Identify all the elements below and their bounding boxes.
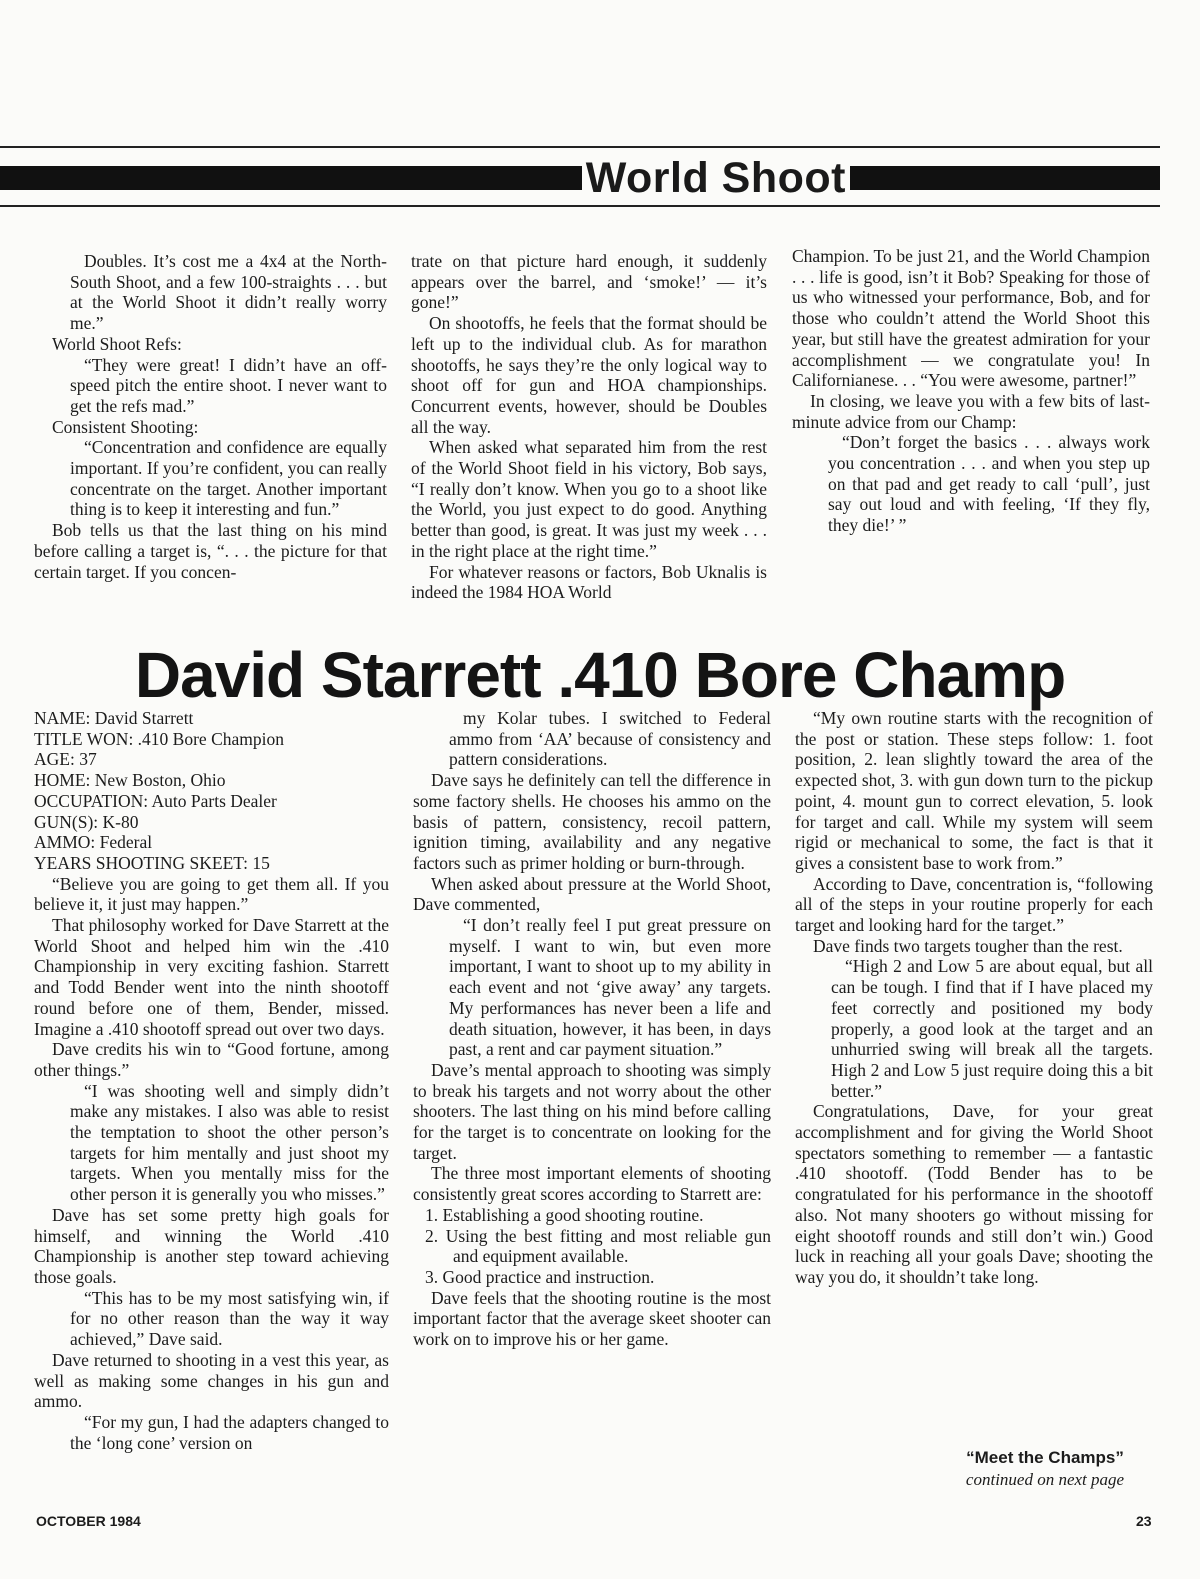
paragraph: That philosophy worked for Dave Starrett at the World Shoot and helped him win the .410 Championship in very exciting fashion. Starrett and Todd Bender went into the ninth shootoff round before one of them, Bender, missed. Imagine a .410 shootoff spread out over two days.: [34, 915, 389, 1039]
paragraph: “Concentration and confidence are equally important. If you’re confident, you can really concentrate on the target. Another important thing is to keep it interesting and fun.”: [70, 437, 387, 520]
continued-title: “Meet the Champs”: [966, 1448, 1124, 1467]
paragraph: Dave feels that the shooting routine is the most important factor that the average skeet shooter can work on to improve his or her game.: [413, 1287, 771, 1350]
paragraph: On shootoffs, he feels that the format should be left up to the individual club. As for marathon shootoffs, he says they’re the only logical way to shoot off for gun and HOA championships. Concurrent events, however, should be Doubles all the way.: [411, 313, 767, 437]
profile-field: OCCUPATION: Auto Parts Dealer: [34, 790, 277, 811]
profile-field: YEARS SHOOTING SKEET: 15: [34, 852, 270, 873]
paragraph: “High 2 and Low 5 are about equal, but all can be tough. I find that if I have placed my feet correctly and positioned my body properly, a good look at the target and an unhurried swing will break all the targets. High 2 and Low 5 just require doing this a bit better.”: [831, 956, 1153, 1101]
paragraph: Consistent Shooting:: [52, 416, 199, 437]
paragraph: trate on that picture hard enough, it suddenly appears over the barrel, and ‘smoke!’ — it’s gone!”: [411, 251, 767, 313]
paragraph: “Don’t forget the basics . . . always work you concentration . . . and when you step up on that pad and get ready to call ‘pull’, just say out loud and with feeling, ‘If they fly, they die!’ ”: [828, 432, 1150, 536]
top-column-3: [792, 246, 1150, 536]
paragraph: 1. Establishing a good shooting routine.: [425, 1204, 704, 1225]
profile-field: GUN(S): K-80: [34, 811, 139, 832]
paragraph: “Believe you are going to get them all. If you believe it, it just may happen.”: [34, 873, 389, 915]
header-bar-right: [850, 166, 1160, 190]
bottom-column-2: [413, 708, 771, 1350]
paragraph: The three most important elements of shooting consistently great scores according to Starrett are:: [413, 1163, 771, 1205]
profile-field: AMMO: Federal: [34, 832, 153, 853]
paragraph: Bob tells us that the last thing on his mind before calling a target is, “. . . the picture for that certain target. If you concen-: [34, 520, 387, 582]
paragraph: For whatever reasons or factors, Bob Uknalis is indeed the 1984 HOA World: [411, 561, 767, 603]
article-headline: David Starrett .410 Bore Champ: [134, 639, 1066, 711]
header-bar-left: [0, 166, 582, 190]
continued-box: [930, 1448, 1160, 1490]
paragraph: World Shoot Refs:: [52, 333, 182, 354]
header-rule-top: [0, 146, 1160, 148]
paragraph: Congratulations, Dave, for your great accomplishment and for giving the World Shoot spectators something to remember — a fantastic .410 shootoff. (Todd Bender has to be congratulated for his performance in the shootoff also. Not many shooters go without missing for eight shootoff rounds and still don’t win.) Good luck in reaching all your goals Dave; shooting the way you do, it shouldn’t take long.: [795, 1101, 1153, 1287]
bottom-column-3: [795, 708, 1153, 1288]
header-rule-bottom: [0, 205, 1160, 207]
paragraph: “My own routine starts with the recognition of the post or station. These steps follow: 1. foot position, 2. lean slightly toward the area of the expected shot, 3. with gun down turn to the pickup point, 4. mount gun to correct elevation, 5. look for target and call. While my system will seem rigid or mechanical to some, the fact is that it gives a consistent base to work from.”: [795, 708, 1153, 873]
paragraph: Dave says he definitely can tell the difference in some factory shells. He chooses his ammo on the basis of pattern, consistency, recoil pattern, ignition timing, availability and any negative factors such as primer holding or burn-through.: [413, 770, 771, 873]
paragraph: In closing, we leave you with a few bits of last-minute advice from our Champ:: [792, 390, 1150, 432]
top-column-2: [411, 251, 767, 603]
section-title: World Shoot: [585, 153, 846, 202]
paragraph: “They were great! I didn’t have an off-speed pitch the entire shoot. I never want to get the refs mad.”: [70, 354, 387, 416]
paragraph: “This has to be my most satisfying win, if for no other reason than the way it way achieved,” Dave said.: [70, 1287, 389, 1350]
profile-block: [34, 708, 389, 874]
paragraph: Dave’s mental approach to shooting was simply to break his targets and not worry about the other shooters. The last thing on his mind before calling for the target is to concentrate on looking for the target.: [413, 1059, 771, 1163]
paragraph: When asked what separated him from the rest of the World Shoot field in his victory, Bob says, “I really don’t know. When you go to a shoot like the World, you just expect to do good. Anything better than good, is great. It was just my week . . . in the right place at the right time.”: [411, 437, 767, 561]
top-column-1: [34, 251, 387, 582]
paragraph: 3. Good practice and instruction.: [425, 1266, 655, 1287]
paragraph: Dave finds two targets tougher than the rest.: [813, 935, 1123, 956]
profile-field: TITLE WON: .410 Bore Champion: [34, 728, 284, 749]
paragraph: Champion. To be just 21, and the World Champion . . . life is good, isn’t it Bob? Speaking for those of us who witnessed your performance, Bob, and for those who couldn’t attend the World Shoot this year, but still have the greatest admiration for your accomplishment — we congratulate you! In Californianese. . . “You were awesome, partner!”: [792, 246, 1150, 391]
paragraph: According to Dave, concentration is, “following all of the steps in your routine properly for each target and looking hard for the target.”: [795, 873, 1153, 936]
footer-page-number: 23: [1136, 1513, 1152, 1529]
paragraph: When asked about pressure at the World Shoot, Dave commented,: [413, 873, 771, 915]
section-header-band: [0, 153, 1160, 202]
paragraph: Dave has set some pretty high goals for himself, and winning the World .410 Championship is another step toward achieving those goals.: [34, 1204, 389, 1287]
paragraph: Dave returned to shooting in a vest this year, as well as making some changes in his gun and ammo.: [34, 1349, 389, 1412]
paragraph: Dave credits his win to “Good fortune, among other things.”: [34, 1039, 389, 1080]
paragraph: my Kolar tubes. I switched to Federal ammo from ‘AA’ because of consistency and pattern considerations.: [449, 708, 771, 770]
bottom-column-1: [34, 708, 389, 1453]
continued-note: continued on next page: [965, 1470, 1125, 1489]
footer-issue-date: OCTOBER 1984: [36, 1513, 141, 1529]
paragraph: “I was shooting well and simply didn’t make any mistakes. I also was able to resist the temptation to shoot the other person’s targets for him mentally and just shoot my targets. When you mentally miss for the other person it is generally you who misses.”: [70, 1080, 389, 1205]
profile-field: NAME: David Starrett: [34, 708, 194, 728]
profile-field: HOME: New Boston, Ohio: [34, 770, 226, 791]
paragraph: Doubles. It’s cost me a 4x4 at the North-South Shoot, and a few 100-straights . . . but at the World Shoot it didn’t really worry me.”: [70, 251, 387, 334]
paragraph: “I don’t really feel I put great pressure on myself. I want to win, but even more important, I want to shoot up to my ability in each event and not ‘give away’ any targets. My performances has never been a life and death situation, however, it has been, in days past, a rent and car payment situation.”: [449, 915, 771, 1060]
paragraph: 2. Using the best fitting and most reliable gun and equipment available.: [425, 1225, 771, 1267]
paragraph: “For my gun, I had the adapters changed to the ‘long cone’ version on: [70, 1411, 389, 1453]
profile-field: AGE: 37: [34, 749, 97, 770]
